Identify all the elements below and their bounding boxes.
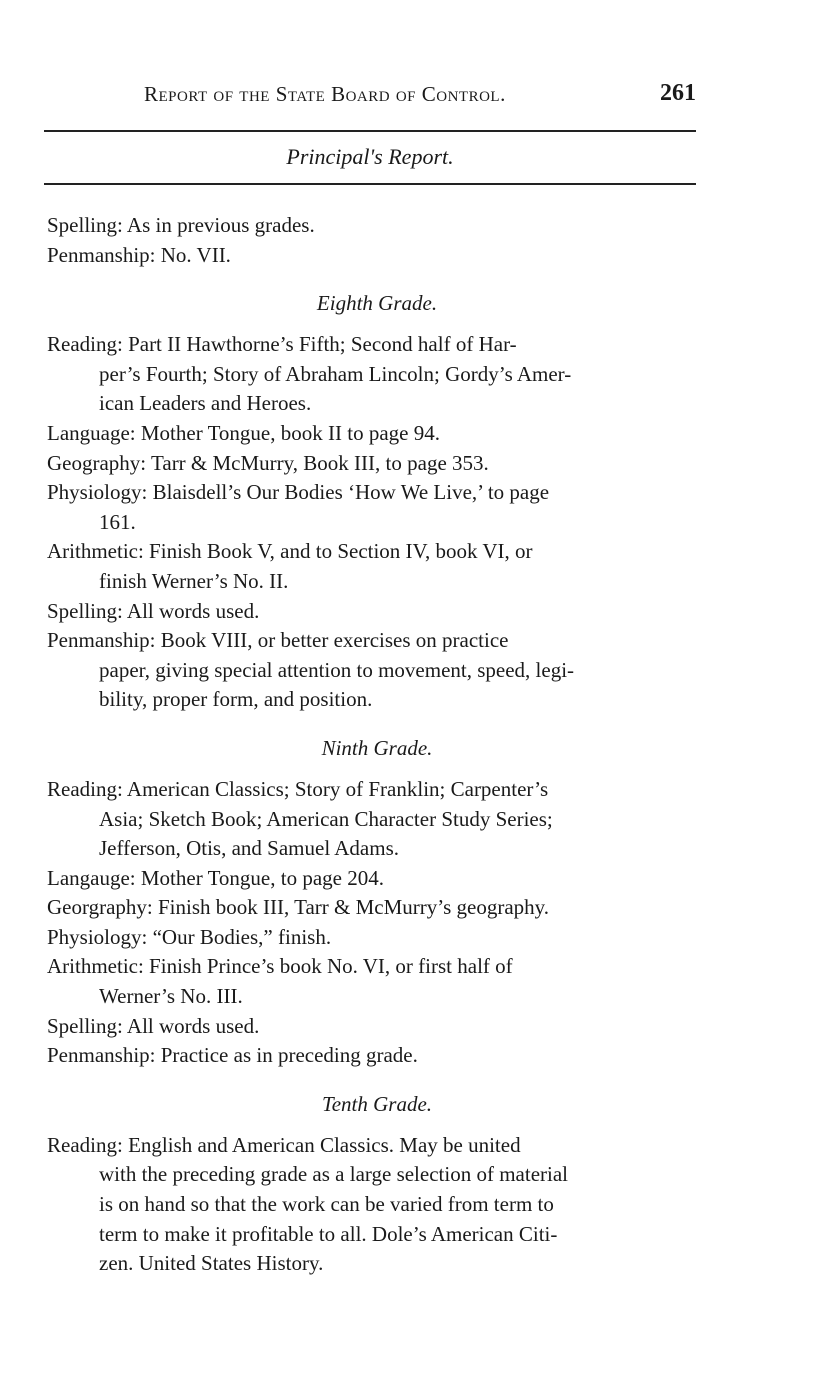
text-line: Penmanship: Book VIII, or better exercises on practice: [47, 628, 509, 653]
text-line: Arithmetic: Finish Prince’s book No. VI, or first half of: [47, 954, 513, 979]
text-line: per’s Fourth; Story of Abraham Lincoln; Gordy’s Amer-: [99, 361, 572, 386]
text-line: with the preceding grade as a large selection of material: [99, 1162, 568, 1187]
text-line: Penmanship: Practice as in preceding grade.: [47, 1043, 418, 1068]
section-spacer: [47, 1071, 707, 1089]
running-title: Report of the State Board of Control.: [144, 82, 506, 106]
text-line: bility, proper form, and position.: [99, 687, 373, 712]
text-line: Jefferson, Otis, and Samuel Adams.: [99, 836, 399, 861]
text-line: Geography: Tarr & McMurry, Book III, to page 353.: [47, 450, 489, 475]
top-rule: [44, 130, 696, 132]
text-line: Spelling: All words used.: [47, 598, 260, 623]
text-line: 161.: [99, 509, 136, 534]
section-spacer: [47, 270, 707, 288]
text-line: Reading: English and American Classics. May be united: [47, 1132, 521, 1157]
text-line: Asia; Sketch Book; American Character Study Series;: [99, 806, 553, 831]
text-line: term to make it profitable to all. Dole’s American Citi-: [99, 1221, 558, 1246]
grade-heading: Tenth Grade.: [321, 1091, 433, 1116]
text-line: Physiology: Blaisdell’s Our Bodies ‘How We Live,’ to page: [47, 480, 550, 505]
text-line: Physiology: “Our Bodies,” finish.: [47, 924, 332, 949]
text-line: Spelling: All words used.: [47, 1013, 260, 1038]
text-line: Arithmetic: Finish Book V, and to Section IV, book VI, or: [47, 539, 533, 564]
text-line: ican Leaders and Heroes.: [99, 391, 312, 416]
heading-spacer: [47, 1119, 707, 1131]
text-line: paper, giving special attention to movement, speed, legi-: [99, 657, 575, 682]
text-line: finish Werner’s No. II.: [99, 568, 289, 593]
preamble-line: Penmanship: No. VII.: [47, 242, 231, 267]
page-number: 261: [660, 80, 696, 106]
document-body: [47, 211, 707, 1279]
section-spacer: [47, 715, 707, 733]
text-line: zen. United States History.: [99, 1251, 324, 1276]
section-title: Principal's Report.: [286, 144, 454, 169]
grade-sections: [47, 270, 707, 1279]
preamble-line: Spelling: As in previous grades.: [47, 213, 315, 237]
text-line: Werner’s No. III.: [99, 984, 243, 1009]
heading-spacer: [47, 318, 707, 330]
text-line: Reading: Part II Hawthorne’s Fifth; Second half of Har-: [47, 332, 517, 357]
heading-spacer: [47, 763, 707, 775]
text-line: Georgraphy: Finish book III, Tarr & McMurry’s geography.: [47, 895, 550, 920]
bottom-rule: [44, 183, 696, 185]
grade-heading: Ninth Grade.: [321, 735, 433, 760]
grade-heading: Eighth Grade.: [316, 291, 438, 316]
text-line: Langauge: Mother Tongue, to page 204.: [47, 865, 384, 890]
text-line: is on hand so that the work can be varied from term to: [99, 1192, 554, 1217]
text-line: Reading: American Classics; Story of Franklin; Carpenter’s: [47, 776, 549, 801]
text-line: Language: Mother Tongue, book II to page 94.: [47, 420, 440, 445]
running-head: [44, 78, 696, 114]
